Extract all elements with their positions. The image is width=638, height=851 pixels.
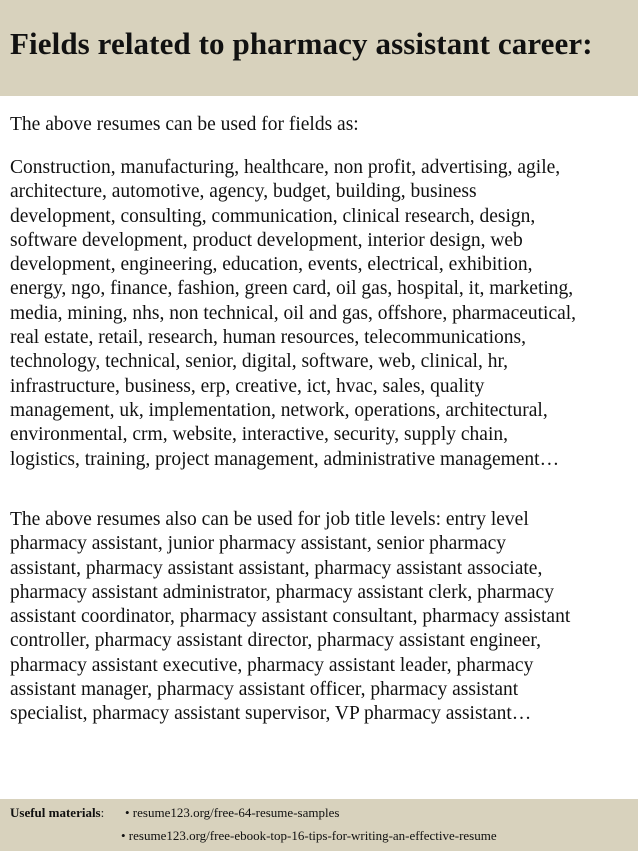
- job-titles-line: pharmacy assistant, junior pharmacy assistant, senior pharmacy: [10, 533, 507, 555]
- fields-line: management, uk, implementation, network, operations, architectural,: [10, 399, 548, 421]
- fields-line: energy, ngo, finance, fashion, green card, oil gas, hospital, it, marketing,: [10, 278, 574, 300]
- job-titles-line: specialist, pharmacy assistant supervisor, VP pharmacy assistant…: [10, 703, 532, 725]
- fields-line: technology, technical, senior, digital, software, web, clinical, hr,: [10, 351, 509, 373]
- footer-band: [0, 799, 638, 851]
- fields-line: logistics, training, project management, administrative management…: [10, 448, 560, 470]
- resource-link-resume-samples[interactable]: • resume123.org/free-64-resume-samples: [125, 805, 340, 820]
- job-titles-paragraph: [10, 508, 570, 727]
- job-titles-line: pharmacy assistant executive, pharmacy assistant leader, pharmacy: [10, 654, 534, 676]
- fields-line: development, consulting, communication, clinical research, design,: [10, 205, 536, 227]
- intro-text: The above resumes can be used for fields as:: [10, 114, 359, 135]
- fields-line: software development, product development, interior design, web: [10, 229, 523, 251]
- fields-line: Construction, manufacturing, healthcare, non profit, advertising, agile,: [10, 157, 561, 178]
- job-titles-line: pharmacy assistant administrator, pharmacy assistant clerk, pharmacy: [10, 581, 554, 603]
- job-titles-line: assistant, pharmacy assistant assistant, pharmacy assistant associate,: [10, 557, 543, 579]
- job-titles-line: controller, pharmacy assistant director, pharmacy assistant engineer,: [10, 630, 542, 652]
- fields-line: real estate, retail, research, human resources, telecommunications,: [10, 327, 526, 349]
- label-separator: :: [100, 805, 105, 820]
- fields-line: development, engineering, education, events, electrical, exhibition,: [10, 254, 533, 276]
- resource-link-ebook-tips[interactable]: • resume123.org/free-ebook-top-16-tips-for-writing-an-effective-resume: [121, 828, 497, 843]
- fields-paragraph: [10, 156, 576, 472]
- job-titles-line: The above resumes also can be used for job title levels: entry level: [10, 509, 529, 530]
- fields-line: environmental, crm, website, interactive, security, supply chain,: [10, 424, 508, 446]
- job-titles-line: assistant manager, pharmacy assistant officer, pharmacy assistant: [10, 679, 519, 701]
- header-band: [0, 0, 638, 96]
- page-title: Fields related to pharmacy assistant career:: [10, 26, 593, 61]
- useful-materials-label: [10, 805, 104, 821]
- job-titles-line: assistant coordinator, pharmacy assistant consultant, pharmacy assistant: [10, 606, 571, 628]
- fields-line: infrastructure, business, erp, creative, ict, hvac, sales, quality: [10, 375, 485, 397]
- useful-materials-label-text: Useful materials: [10, 805, 101, 820]
- fields-line: media, mining, nhs, non technical, oil and gas, offshore, pharmaceutical,: [10, 302, 577, 324]
- fields-line: architecture, automotive, agency, budget, building, business: [10, 181, 477, 203]
